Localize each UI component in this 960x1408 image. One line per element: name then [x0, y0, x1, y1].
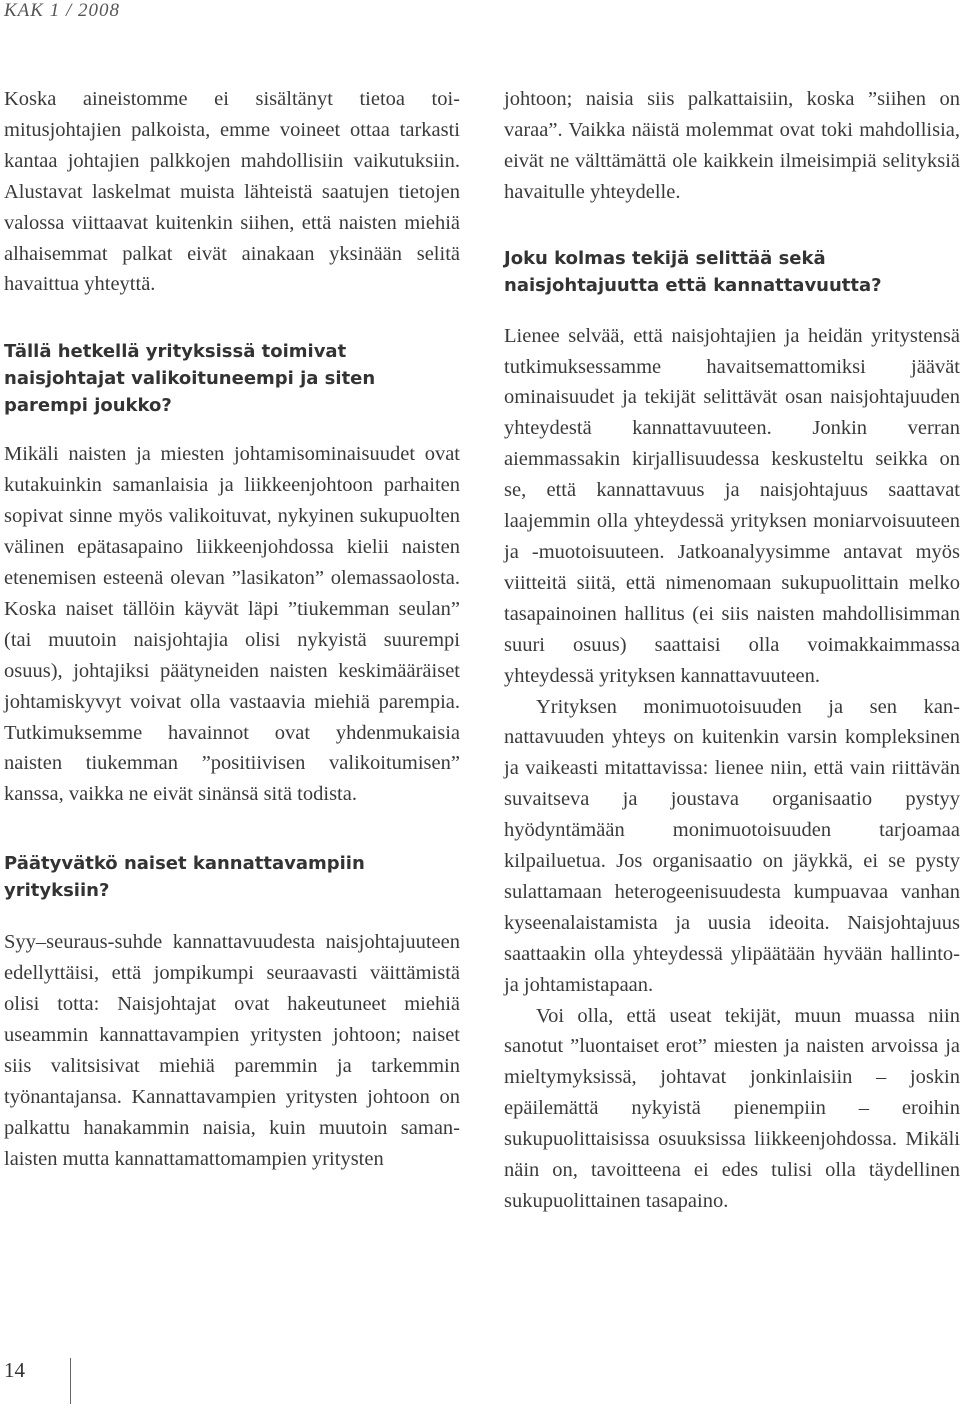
section-heading: Joku kolmas tekijä selittää sekä naisjohtajuutta että kannattavuutta? — [504, 247, 882, 296]
paragraph: Lienee selvää, että naisjohtajien ja heidän yritystensä tutkimuksessamme havaitsemattomiksi jäävät ominaisuudet ja tekijät selittävät osan naisjohtajuuden yhteydestä kannattavuuteen. Jonkin verran aiemmassakin kirjallisuudessa keskusteltu seikka on se, että kannattavuus ja naisjohtajuus saattavat laajemmin olla yhteydessä yrityksen moniarvoisuuteen ja -muotoisuuteen. Jatkoanalyysimme antavat myös viitteitä siitä, että nimenomaan sukupuolittain melko tasapainoinen hallitus (ei siis naisten mahdollisimman suuri osuus) saattaisi olla voimakkaimmassa yhteydessä yrityksen kannattavuuteen. — [504, 324, 960, 687]
page-number: 14 — [4, 1358, 25, 1382]
left-column — [4, 84, 460, 1174]
section-heading: Päätyvätkö naiset kannattavampiin yrityksiin? — [4, 853, 365, 902]
paragraph: johtoon; naisia siis palkattaisiin, koska ”siihen on varaa”. Vaikka näistä molemmat ovat toki mahdollisia, eivät ne välttämättä ole kaikkein ilmeisimpiä selityksiä havaitulle yhteydelle. — [504, 88, 960, 203]
paragraph: Mikäli naisten ja miesten johtamisominaisuudet ovat kutakuinkin samanlaisia ja liikkeenjohtoon parhaiten sopivat sinne myös valikoituvat, nykyinen sukupuolten välinen epätasapaino liikkeenjohdossa kielii naisten etenemisen esteenä olevan ”lasikaton” olemassaolosta. Koska naiset tällöin käyvät läpi ”tiukemman seulan” (tai muutoin naisjohtajia olisi nykyistä suurempi osuus), johtajiksi päätyneiden naisten keskimääräiset johtamiskyvyt voivat olla vastaavia miehiä parempia. Tutkimuksemme havainnot ovat yhdenmukaisia naisten tiukemman ”positiivisen valikoitumisen” kanssa, vaikka ne eivät sinänsä sitä todista. — [4, 443, 460, 806]
paragraph: Koska aineistomme ei sisältänyt tietoa toimitusjohtajien palkoista, emme voineet ottaa tarkasti kantaa johtajien palkkojen mahdollisiin vaikutuksiin. Alustavat laskelmat muista lähteistä saatujen tietojen valossa viittaavat kuitenkin siihen, että naisten miehiä alhaisemmat palkat eivät ainakaan yksinään selitä havaittua yhteyttä. — [4, 88, 460, 296]
paragraph: Yrityksen monimuotoisuuden ja sen kannattavuuden yhteys on kuitenkin varsin kompleksinen ja vaikeasti mitattavissa: lienee niin, että vain riittävän suvaitseva ja joustava organisaatio pystyy hyödyntämään monimuotoisuuden tarjoamaa kilpailuetua. Jos organisaatio on jäykkä, ei se pysty sulattamaan heterogeenisuudesta kumpuavaa vanhan kyseenalaistamista ja uusia ideoita. Naisjohtajuus saattaakin olla yhteydessä ylipäätään hyvään hallinto- ja johtamistapaan. — [504, 695, 960, 996]
running-head: KAK 1 / 2008 — [4, 0, 120, 21]
footer-divider — [70, 1358, 71, 1404]
paragraph: Voi olla, että useat tekijät, muun muassa niin sanotut ”luontaiset erot” miesten ja naisten arvoissa ja mieltymyksissä, johtavat jonkinlaisiin – joskin epäilemättä nykyistä pienempiin – eroihin sukupuolittaisissa osuuksissa liikkeenjohdossa. Mikäli näin on, tavoitteena ei edes tulisi olla täydellinen sukupuolittainen tasapaino. — [504, 1004, 960, 1212]
section-heading: Tällä hetkellä yrityksissä toimivat naisjohtajat valikoituneempi ja siten parempi joukko? — [4, 341, 376, 417]
paragraph: Syy–seuraus-suhde kannattavuudesta naisjohtajuuteen edellyttäisi, että jompikumpi seuraavasti väittämistä olisi totta: Naisjohtajat ovat hakeutuneet miehiä useammin kannattavampien yritysten johtoon; naiset siis valitsisivat miehiä paremmin ja tarkemmin työnantajansa. Kannattavampien yritysten johtoon on palkattu hanakammin naisia, kuin muutoin samanlaisten mutta kannattamattomampien yritysten — [4, 931, 460, 1170]
right-column — [504, 84, 960, 1217]
